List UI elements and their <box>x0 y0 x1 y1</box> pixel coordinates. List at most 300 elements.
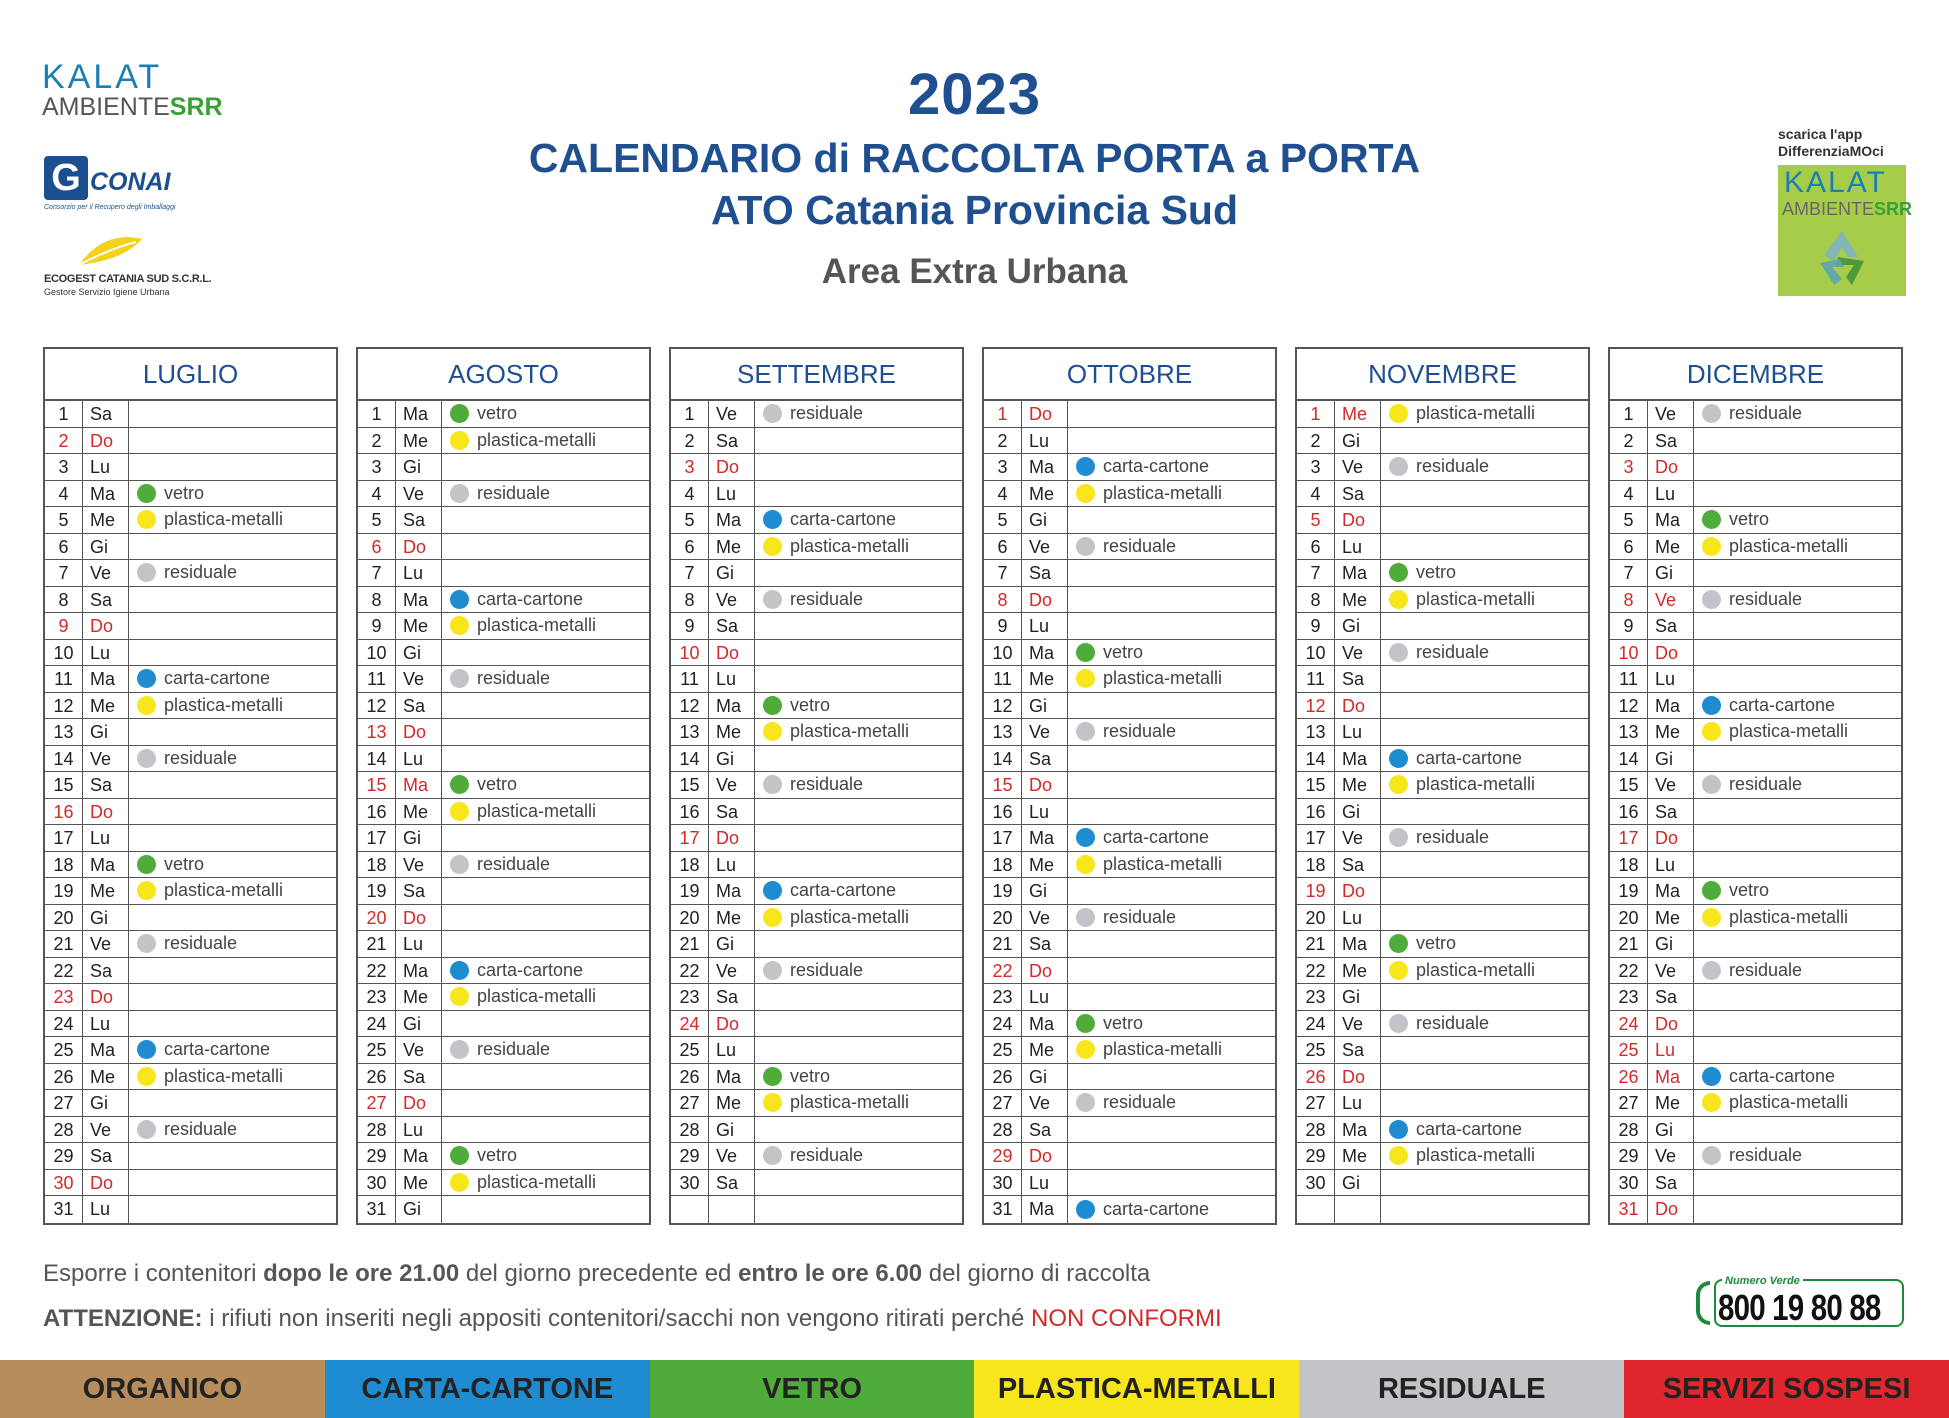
day-row <box>358 640 649 667</box>
collection-cell <box>129 693 336 719</box>
collection-cell <box>1694 401 1901 427</box>
weekday: Me <box>1335 772 1381 798</box>
weekday: Ma <box>1335 746 1381 772</box>
weekday: Sa <box>709 428 755 454</box>
collection-label: vetro <box>477 403 518 424</box>
day-row <box>671 481 962 508</box>
day-row <box>671 534 962 561</box>
collection-cell <box>442 613 649 639</box>
day-number: 9 <box>984 613 1022 639</box>
weekday: Me <box>1022 1037 1068 1063</box>
weekday: Sa <box>83 958 129 984</box>
day-number: 24 <box>1610 1011 1648 1037</box>
day-row <box>358 587 649 614</box>
day-number: 6 <box>45 534 83 560</box>
day-number: 19 <box>358 878 396 904</box>
collection-cell <box>129 905 336 931</box>
weekday: Sa <box>1022 1117 1068 1143</box>
legend-residuale: RESIDUALE <box>1299 1360 1624 1418</box>
day-number: 16 <box>358 799 396 825</box>
weekday: Gi <box>1335 613 1381 639</box>
collection-cell <box>1068 799 1275 825</box>
plastica-dot-icon <box>763 722 782 741</box>
weekday: Sa <box>83 587 129 613</box>
day-row <box>984 719 1275 746</box>
collection-cell <box>1068 772 1275 798</box>
day-row <box>45 534 336 561</box>
weekday: Ma <box>396 772 442 798</box>
collection-cell <box>1694 931 1901 957</box>
day-row <box>1297 560 1588 587</box>
collection-cell <box>755 560 962 586</box>
weekday: Gi <box>1335 1170 1381 1196</box>
collection-label: plastica-metalli <box>164 509 284 530</box>
day-row <box>1297 1170 1588 1197</box>
collection-cell <box>1068 507 1275 533</box>
collection-cell <box>442 1037 649 1063</box>
weekday: Do <box>83 1170 129 1196</box>
collection-cell <box>442 719 649 745</box>
collection-cell <box>442 772 649 798</box>
day-row <box>1610 931 1901 958</box>
ecogest-name: ECOGEST CATANIA SUD S.C.R.L. <box>44 273 212 285</box>
collection-cell <box>1694 984 1901 1010</box>
collection-cell <box>1068 1011 1275 1037</box>
weekday: Sa <box>709 613 755 639</box>
weekday: Gi <box>709 746 755 772</box>
weekday: Lu <box>396 931 442 957</box>
weekday: Ma <box>1022 640 1068 666</box>
weekday: Sa <box>396 693 442 719</box>
day-row <box>358 719 649 746</box>
collection-cell <box>129 454 336 480</box>
weekday: Do <box>1022 401 1068 427</box>
note2-text: i rifiuti non inseriti negli appositi contenitori/sacchi non vengono ritirati perché <box>202 1305 1031 1332</box>
weekday: Ve <box>1022 534 1068 560</box>
day-number: 2 <box>358 428 396 454</box>
day-row <box>671 852 962 879</box>
collection-cell <box>442 693 649 719</box>
weekday: Sa <box>396 507 442 533</box>
plastica-dot-icon <box>1076 1040 1095 1059</box>
day-row <box>358 560 649 587</box>
collection-label: carta-cartone <box>477 959 584 980</box>
weekday: Gi <box>83 905 129 931</box>
day-number: 25 <box>984 1037 1022 1063</box>
day-row <box>358 1011 649 1038</box>
day-number: 30 <box>45 1170 83 1196</box>
weekday: Lu <box>709 666 755 692</box>
collection-label: plastica-metalli <box>1103 1039 1223 1060</box>
weekday: Lu <box>1335 534 1381 560</box>
day-number: 9 <box>45 613 83 639</box>
collection-label: carta-cartone <box>1729 694 1836 715</box>
collection-cell <box>1381 401 1588 427</box>
day-number: 2 <box>1610 428 1648 454</box>
day-number: 20 <box>984 905 1022 931</box>
collection-label: plastica-metalli <box>1729 721 1849 742</box>
numero-verde[interactable] <box>1696 1275 1906 1329</box>
residuale-dot-icon <box>763 590 782 609</box>
weekday: Lu <box>1335 905 1381 931</box>
collection-label: vetro <box>164 482 205 503</box>
collection-cell <box>1068 1064 1275 1090</box>
collection-cell <box>755 1090 962 1116</box>
day-row <box>1610 613 1901 640</box>
day-number: 2 <box>984 428 1022 454</box>
collection-cell <box>442 507 649 533</box>
plastica-dot-icon <box>1389 961 1408 980</box>
day-number: 8 <box>1297 587 1335 613</box>
day-row <box>1610 1064 1901 1091</box>
weekday: Ve <box>1335 825 1381 851</box>
residuale-dot-icon <box>1702 775 1721 794</box>
month-luglio <box>43 347 338 1225</box>
day-number: 20 <box>671 905 709 931</box>
day-number: 5 <box>45 507 83 533</box>
collection-cell <box>755 825 962 851</box>
day-number: 25 <box>1297 1037 1335 1063</box>
collection-cell <box>442 984 649 1010</box>
day-number: 26 <box>1610 1064 1648 1090</box>
weekday: Ve <box>83 931 129 957</box>
day-number: 7 <box>1610 560 1648 586</box>
day-number: 1 <box>984 401 1022 427</box>
residuale-dot-icon <box>1076 1093 1095 1112</box>
collection-cell <box>442 1196 649 1223</box>
plastica-dot-icon <box>1702 537 1721 556</box>
collection-cell <box>1694 1090 1901 1116</box>
collection-cell <box>755 905 962 931</box>
day-number: 23 <box>1610 984 1648 1010</box>
weekday: Gi <box>1648 560 1694 586</box>
day-number: 28 <box>671 1117 709 1143</box>
day-number: 23 <box>1297 984 1335 1010</box>
residuale-dot-icon <box>1389 643 1408 662</box>
collection-cell <box>129 481 336 507</box>
vetro-dot-icon <box>1076 1014 1095 1033</box>
weekday: Ve <box>1648 958 1694 984</box>
note2-nonconformi: NON CONFORMI <box>1031 1305 1222 1332</box>
plastica-dot-icon <box>1076 484 1095 503</box>
weekday: Lu <box>1022 428 1068 454</box>
weekday: Gi <box>1022 878 1068 904</box>
collection-cell <box>1068 1117 1275 1143</box>
collection-cell <box>129 1090 336 1116</box>
weekday: Ve <box>1335 454 1381 480</box>
collection-cell <box>1381 481 1588 507</box>
collection-cell <box>1694 958 1901 984</box>
exposure-note <box>43 1260 1150 1288</box>
day-row <box>358 931 649 958</box>
day-row <box>671 507 962 534</box>
day-row <box>671 1196 962 1223</box>
day-row <box>1610 1117 1901 1144</box>
weekday: Do <box>709 454 755 480</box>
weekday: Me <box>1335 401 1381 427</box>
weekday: Gi <box>396 640 442 666</box>
day-row <box>358 534 649 561</box>
day-row <box>45 587 336 614</box>
weekday: Sa <box>83 772 129 798</box>
weekday: Ma <box>709 878 755 904</box>
collection-label: residuale <box>1416 827 1490 848</box>
day-row <box>671 640 962 667</box>
day-number: 19 <box>1610 878 1648 904</box>
collection-cell <box>755 931 962 957</box>
day-row <box>358 1037 649 1064</box>
collection-cell <box>1381 931 1588 957</box>
day-row <box>358 984 649 1011</box>
vetro-dot-icon <box>137 855 156 874</box>
day-number: 16 <box>45 799 83 825</box>
collection-cell <box>442 587 649 613</box>
day-row <box>1610 746 1901 773</box>
day-number: 27 <box>45 1090 83 1116</box>
weekday: Sa <box>1335 481 1381 507</box>
weekday: Me <box>396 984 442 1010</box>
vetro-dot-icon <box>450 1146 469 1165</box>
collection-cell <box>1068 613 1275 639</box>
day-number: 13 <box>45 719 83 745</box>
collection-cell <box>442 534 649 560</box>
weekday: Do <box>1335 878 1381 904</box>
collection-label: plastica-metalli <box>1416 774 1536 795</box>
weekday: Do <box>709 825 755 851</box>
day-row <box>1297 666 1588 693</box>
note1-b: dopo le ore 21.00 <box>263 1260 460 1287</box>
collection-cell <box>755 746 962 772</box>
collection-cell <box>442 666 649 692</box>
collection-label: plastica-metalli <box>1729 535 1849 556</box>
collection-cell <box>1694 666 1901 692</box>
day-number: 12 <box>358 693 396 719</box>
day-row <box>1610 454 1901 481</box>
weekday: Gi <box>1022 693 1068 719</box>
collection-label: residuale <box>1729 1145 1803 1166</box>
day-number: 15 <box>671 772 709 798</box>
collection-cell <box>1694 852 1901 878</box>
day-number: 27 <box>1297 1090 1335 1116</box>
ecogest-subtitle: Gestore Servizio Igiene Urbana <box>44 287 170 297</box>
collection-cell <box>129 666 336 692</box>
day-row <box>1297 1196 1588 1223</box>
residuale-dot-icon <box>1076 722 1095 741</box>
day-number: 1 <box>1610 401 1648 427</box>
residuale-dot-icon <box>1076 908 1095 927</box>
day-row <box>671 958 962 985</box>
weekday: Lu <box>83 825 129 851</box>
day-row <box>45 401 336 428</box>
day-number: 9 <box>1610 613 1648 639</box>
day-number: 29 <box>671 1143 709 1169</box>
collection-cell <box>1694 878 1901 904</box>
day-number: 2 <box>45 428 83 454</box>
day-row <box>1610 1196 1901 1223</box>
collection-cell <box>1694 1196 1901 1223</box>
day-row <box>671 1170 962 1197</box>
weekday: Do <box>1648 825 1694 851</box>
collection-label: residuale <box>790 959 864 980</box>
day-number: 17 <box>1610 825 1648 851</box>
residuale-dot-icon <box>137 563 156 582</box>
day-row <box>984 1170 1275 1197</box>
day-row <box>1610 640 1901 667</box>
collection-cell <box>1381 852 1588 878</box>
collection-cell <box>1694 428 1901 454</box>
collection-cell <box>442 1170 649 1196</box>
collection-cell <box>129 1037 336 1063</box>
kalat-logo-top: KALAT <box>42 58 163 96</box>
collection-cell <box>129 746 336 772</box>
weekday: Lu <box>1648 666 1694 692</box>
day-row <box>1297 693 1588 720</box>
day-row <box>1610 984 1901 1011</box>
residuale-dot-icon <box>1389 1014 1408 1033</box>
day-number: 29 <box>45 1143 83 1169</box>
weekday: Me <box>1648 1090 1694 1116</box>
day-number: 26 <box>1297 1064 1335 1090</box>
residuale-dot-icon <box>763 1146 782 1165</box>
note2-attention: ATTENZIONE: <box>43 1305 203 1332</box>
day-number: 7 <box>358 560 396 586</box>
day-row <box>671 613 962 640</box>
day-row <box>45 931 336 958</box>
weekday: Me <box>83 693 129 719</box>
plastica-dot-icon <box>763 908 782 927</box>
weekday: Ve <box>1335 640 1381 666</box>
app-tile-ambiente: AMBIENTE <box>1782 199 1875 219</box>
day-row <box>1610 693 1901 720</box>
weekday: Ve <box>1022 1090 1068 1116</box>
day-row <box>1297 613 1588 640</box>
collection-cell <box>1381 1117 1588 1143</box>
day-number: 28 <box>984 1117 1022 1143</box>
day-row <box>45 481 336 508</box>
collection-cell <box>755 958 962 984</box>
collection-cell <box>1068 1170 1275 1196</box>
day-row <box>984 666 1275 693</box>
day-number: 9 <box>1297 613 1335 639</box>
collection-cell <box>442 1090 649 1116</box>
plastica-dot-icon <box>450 987 469 1006</box>
day-row <box>358 428 649 455</box>
day-row <box>1610 534 1901 561</box>
collection-cell <box>755 719 962 745</box>
day-row <box>358 1064 649 1091</box>
day-row <box>45 799 336 826</box>
collection-cell <box>129 931 336 957</box>
day-row <box>1297 587 1588 614</box>
day-number: 30 <box>1610 1170 1648 1196</box>
day-row <box>45 905 336 932</box>
day-number: 16 <box>984 799 1022 825</box>
legend-vetro: VETRO <box>650 1360 975 1418</box>
weekday: Ve <box>1648 587 1694 613</box>
collection-cell <box>1068 719 1275 745</box>
legend-plastica-metalli: PLASTICA-METALLI <box>974 1360 1299 1418</box>
day-number: 13 <box>1610 719 1648 745</box>
day-number: 8 <box>671 587 709 613</box>
day-row <box>984 772 1275 799</box>
collection-cell <box>755 1170 962 1196</box>
day-row <box>45 878 336 905</box>
weekday: Do <box>1335 507 1381 533</box>
app-tile-kalat: KALAT <box>1784 166 1887 199</box>
collection-label: residuale <box>477 668 551 689</box>
collection-label: plastica-metalli <box>790 906 910 927</box>
collection-cell <box>1381 984 1588 1010</box>
collection-cell <box>129 878 336 904</box>
month-title: DICEMBRE <box>1610 349 1901 401</box>
collection-label: vetro <box>1729 509 1770 530</box>
collection-label: plastica-metalli <box>477 800 597 821</box>
weekday: Gi <box>709 1117 755 1143</box>
residuale-dot-icon <box>1702 961 1721 980</box>
day-row <box>984 1037 1275 1064</box>
weekday: Me <box>1648 534 1694 560</box>
collection-cell <box>1068 587 1275 613</box>
collection-cell <box>442 481 649 507</box>
day-number: 18 <box>358 852 396 878</box>
collection-label: carta-cartone <box>1103 827 1210 848</box>
collection-cell <box>755 772 962 798</box>
collection-cell <box>1381 666 1588 692</box>
weekday: Me <box>396 799 442 825</box>
day-number: 21 <box>1297 931 1335 957</box>
collection-label: residuale <box>1729 959 1803 980</box>
day-row <box>1297 1064 1588 1091</box>
day-row <box>45 825 336 852</box>
collection-cell <box>755 481 962 507</box>
weekday: Ve <box>396 481 442 507</box>
day-row <box>45 1117 336 1144</box>
collection-cell <box>1694 1011 1901 1037</box>
kalat-logo-srr: SRR <box>169 93 223 121</box>
day-number: 12 <box>671 693 709 719</box>
collection-label: carta-cartone <box>790 509 897 530</box>
collection-label: residuale <box>1416 1012 1490 1033</box>
day-number: 13 <box>984 719 1022 745</box>
month-dicembre <box>1608 347 1903 1225</box>
day-row <box>671 825 962 852</box>
day-number: 31 <box>1610 1196 1648 1223</box>
collection-label: plastica-metalli <box>1103 668 1223 689</box>
collection-label: residuale <box>790 774 864 795</box>
numero-verde-number: 800 19 80 88 <box>1718 1287 1881 1328</box>
day-number: 11 <box>1610 666 1648 692</box>
day-number: 14 <box>1610 746 1648 772</box>
day-row <box>984 454 1275 481</box>
collection-label: residuale <box>477 1039 551 1060</box>
weekday: Do <box>83 984 129 1010</box>
weekday: Lu <box>83 1011 129 1037</box>
weekday: Ma <box>1022 1011 1068 1037</box>
residuale-dot-icon <box>1702 1146 1721 1165</box>
collection-label: plastica-metalli <box>790 535 910 556</box>
weekday: Sa <box>1022 746 1068 772</box>
weekday: Ve <box>709 772 755 798</box>
day-number: 26 <box>671 1064 709 1090</box>
day-row <box>358 878 649 905</box>
weekday: Do <box>396 719 442 745</box>
day-row <box>671 1090 962 1117</box>
day-row <box>1610 772 1901 799</box>
day-number: 30 <box>984 1170 1022 1196</box>
day-row <box>1610 587 1901 614</box>
month-title: OTTOBRE <box>984 349 1275 401</box>
collection-cell <box>1068 905 1275 931</box>
